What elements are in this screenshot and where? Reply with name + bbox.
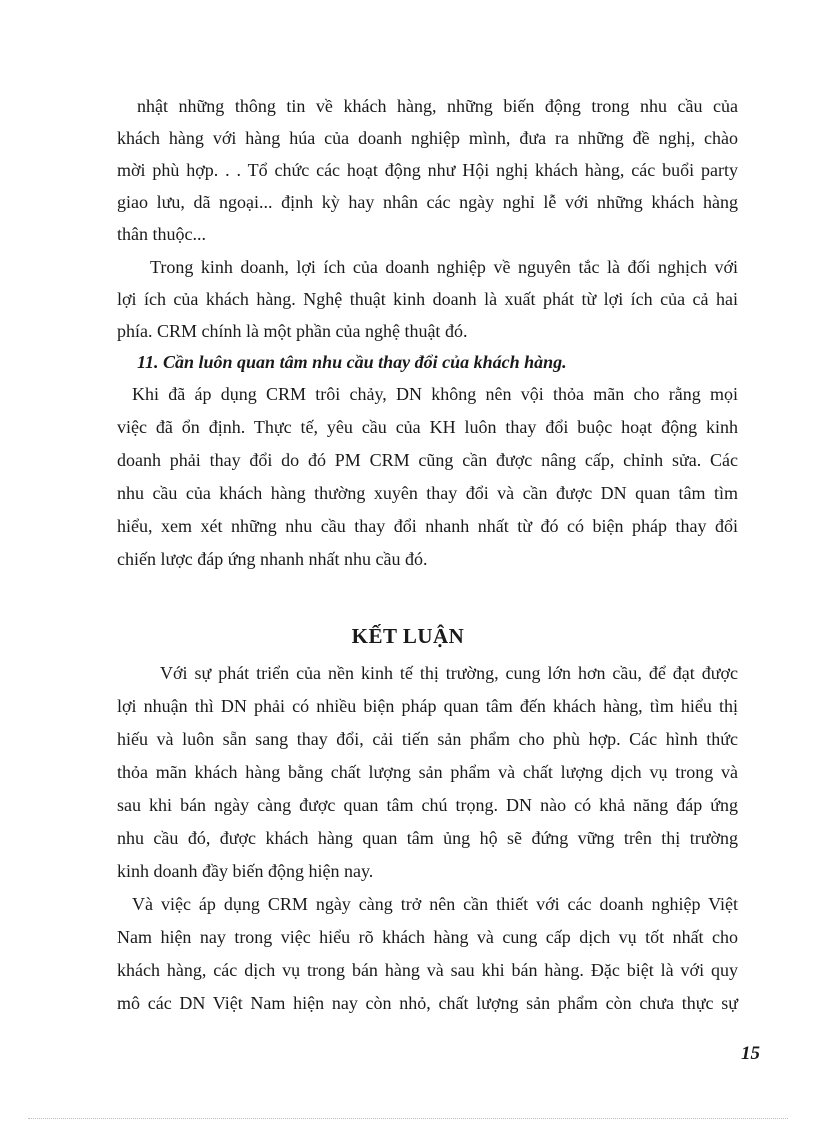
text-line: chiến lược đáp ứng nhanh nhất nhu cầu đó. <box>117 549 428 569</box>
text-line: doanh phải thay đổi do đó PM CRM cũng cần được nâng cấp, chỉnh sửa. Các <box>117 450 738 470</box>
text-line: nhu cầu của khách hàng thường xuyên thay đổi và cần được DN quan tâm tìm <box>117 483 738 503</box>
text-line: nhu cầu đó, được khách hàng quan tâm ủng hộ sẽ đứng vững trên thị trường <box>117 828 738 848</box>
text-line: khách hàng, các dịch vụ trong bán hàng và sau khi bán hàng. Đặc biệt là với quy <box>117 960 738 980</box>
text-line: sau khi bán ngày càng được quan tâm chú trọng. DN nào có khả năng đáp ứng <box>117 795 738 815</box>
text-line: nhật những thông tin về khách hàng, những biến động trong nhu cầu của <box>137 96 738 116</box>
text-line: Với sự phát triển của nền kinh tế thị trường, cung lớn hơn cầu, để đạt được <box>160 663 738 683</box>
text-line: mời phù hợp. . . Tổ chức các hoạt động như Hội nghị khách hàng, các buổi party <box>117 160 738 180</box>
section-heading: 11. Cần luôn quan tâm nhu cầu thay đổi của khách hàng. <box>137 352 567 372</box>
text-line: hiếu và luôn sẵn sang thay đổi, cải tiến sản phẩm cho phù hợp. Các hình thức <box>117 729 738 749</box>
text-line: giao lưu, dã ngoại... định kỳ hay nhân các ngày nghỉ lễ với những khách hàng <box>117 192 738 212</box>
text-line: thân thuộc... <box>117 224 206 244</box>
text-line: lợi ích của khách hàng. Nghệ thuật kinh doanh là xuất phát từ lợi ích của cả hai <box>117 289 738 309</box>
text-line: hiểu, xem xét những nhu cầu thay đổi nhanh nhất từ đó có biện pháp thay đổi <box>117 516 738 536</box>
text-line: Khi đã áp dụng CRM trôi chảy, DN không nên vội thỏa mãn cho rằng mọi <box>132 384 738 404</box>
text-line: kinh doanh đầy biến động hiện nay. <box>117 861 374 881</box>
text-line: mô các DN Việt Nam hiện nay còn nhỏ, chất lượng sản phẩm còn chưa thực sự <box>117 993 738 1013</box>
text-line: Trong kinh doanh, lợi ích của doanh nghiệp về nguyên tắc là đối nghịch với <box>150 257 738 277</box>
page-number: 15 <box>741 1043 760 1064</box>
conclusion-title: KẾT LUẬN <box>351 624 465 648</box>
text-line: phía. CRM chính là một phần của nghệ thuật đó. <box>117 321 468 341</box>
text-line: khách hàng với hàng húa của doanh nghiệp mình, đưa ra những đề nghị, chào <box>117 128 738 148</box>
text-line: Nam hiện nay trong việc hiểu rõ khách hàng và cung cấp dịch vụ tốt nhất cho <box>117 927 738 947</box>
text-line: Và việc áp dụng CRM ngày càng trở nên cần thiết với các doanh nghiệp Việt <box>132 894 738 914</box>
text-line: thỏa mãn khách hàng bằng chất lượng sản phẩm và chất lượng dịch vụ trong và <box>117 762 738 782</box>
text-line: việc đã ổn định. Thực tế, yêu cầu của KH luôn thay đổi buộc hoạt động kinh <box>117 417 738 437</box>
text-line: lợi nhuận thì DN phải có nhiều biện pháp quan tâm đến khách hàng, tìm hiểu thị <box>117 696 738 716</box>
footer-divider <box>28 1118 788 1119</box>
